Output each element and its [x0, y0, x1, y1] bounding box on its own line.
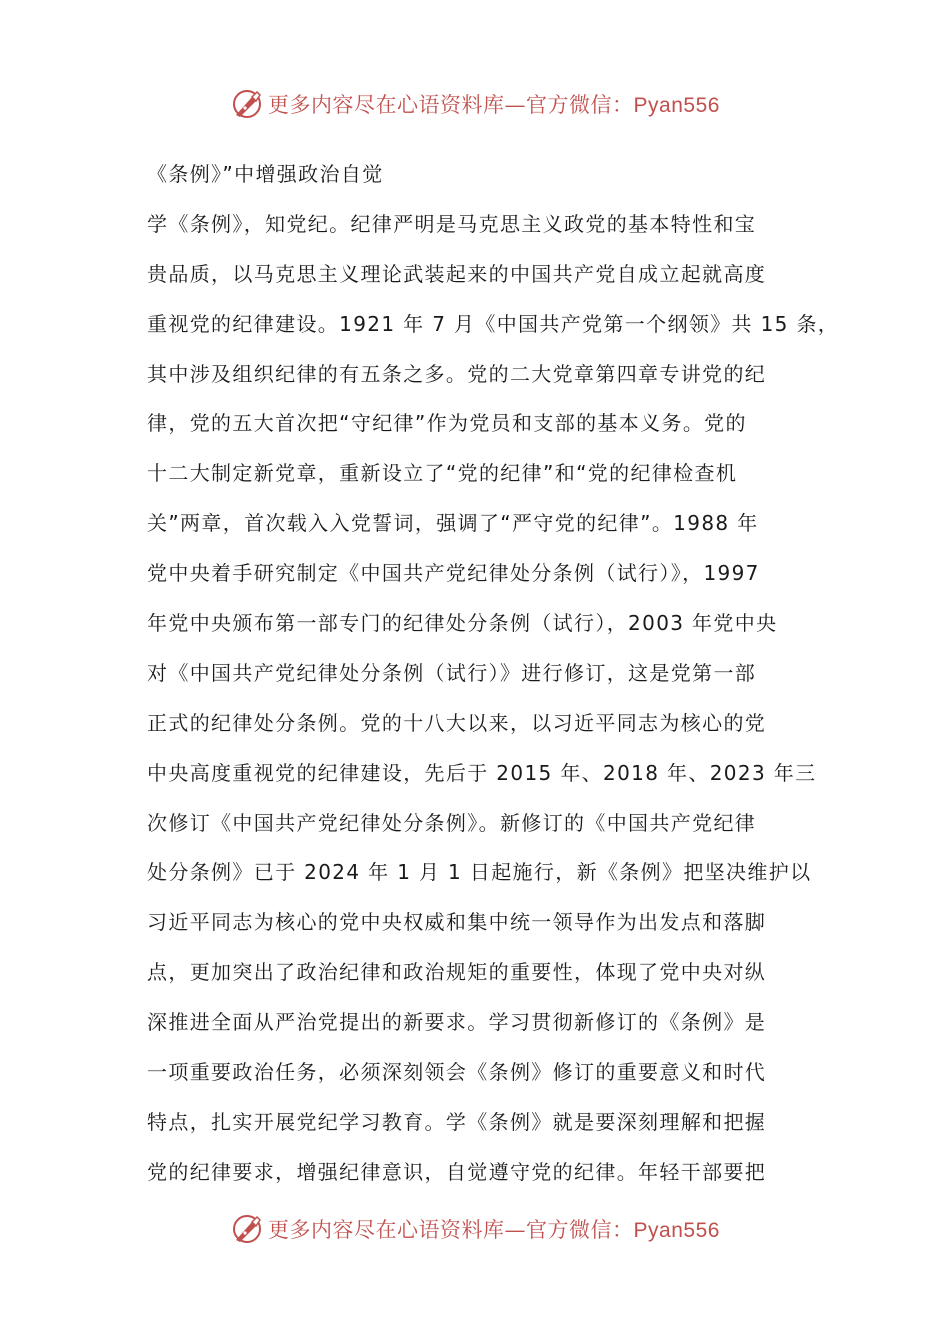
text-line: 一项重要政治任务，必须深刻领会《条例》修订的重要意义和时代: [147, 1060, 767, 1085]
pen-nib-logo-icon: [230, 87, 264, 121]
text-line: 对《中国共产党纪律处分条例（试行）》进行修订，这是党第一部: [147, 660, 757, 685]
text-line: 处分条例》已于 2024 年 1 月 1 日起施行，新《条例》把坚决维护以: [147, 860, 812, 885]
text-line: 习近平同志为核心的党中央权威和集中统一领导作为出发点和落脚: [147, 910, 767, 935]
watermark-contact: Pyan556: [633, 94, 720, 117]
watermark-label: 更多内容尽在心语资料库—官方微信：: [268, 1218, 634, 1242]
text-line: 党的纪律要求，增强纪律意识，自觉遵守党的纪律。年轻干部要把: [147, 1159, 767, 1184]
footer-watermark: [0, 1209, 950, 1249]
text-line: 十二大制定新党章，重新设立了“党的纪律”和“党的纪律检查机: [147, 461, 738, 486]
text-line: 其中涉及组织纪律的有五条之多。党的二大党章第四章专讲党的纪: [147, 361, 767, 386]
watermark-text: [268, 89, 720, 119]
watermark-text: [268, 1214, 720, 1244]
document-body: [147, 150, 840, 1198]
text-line: 重视党的纪律建设。1921 年 7 月《中国共产党第一个纲领》共 15 条，: [147, 311, 840, 336]
text-line: 深推进全面从严治党提出的新要求。学习贯彻新修订的《条例》是: [147, 1010, 767, 1035]
watermark-contact: Pyan556: [633, 1219, 720, 1242]
text-line: 正式的纪律处分条例。党的十八大以来，以习近平同志为核心的党: [147, 710, 767, 735]
text-line: 学《条例》，知党纪。纪律严明是马克思主义政党的基本特性和宝: [147, 211, 757, 236]
text-line: 点，更加突出了政治纪律和政治规矩的重要性，体现了党中央对纵: [147, 960, 767, 985]
text-line: 次修订《中国共产党纪律处分条例》。新修订的《中国共产党纪律: [147, 810, 757, 835]
text-line: 党中央着手研究制定《中国共产党纪律处分条例（试行）》，1997: [147, 561, 760, 586]
watermark-label: 更多内容尽在心语资料库—官方微信：: [268, 93, 634, 117]
text-line: 律，党的五大首次把“守纪律”作为党员和支部的基本义务。党的: [147, 411, 747, 436]
text-line: 中央高度重视党的纪律建设，先后于 2015 年、2018 年、2023 年三: [147, 760, 817, 785]
text-line: 贵品质，以马克思主义理论武装起来的中国共产党自成立起就高度: [147, 261, 767, 286]
pen-nib-logo-icon: [230, 1212, 264, 1246]
text-line: 《条例》”中增强政治自觉: [147, 162, 384, 186]
text-line: 年党中央颁布第一部专门的纪律处分条例（试行），2003 年党中央: [147, 611, 778, 636]
text-line: 关”两章，首次载入入党誓词，强调了“严守党的纪律”。1988 年: [147, 511, 759, 536]
header-watermark: [0, 84, 950, 124]
text-line: 特点，扎实开展党纪学习教育。学《条例》就是要深刻理解和把握: [147, 1109, 767, 1134]
